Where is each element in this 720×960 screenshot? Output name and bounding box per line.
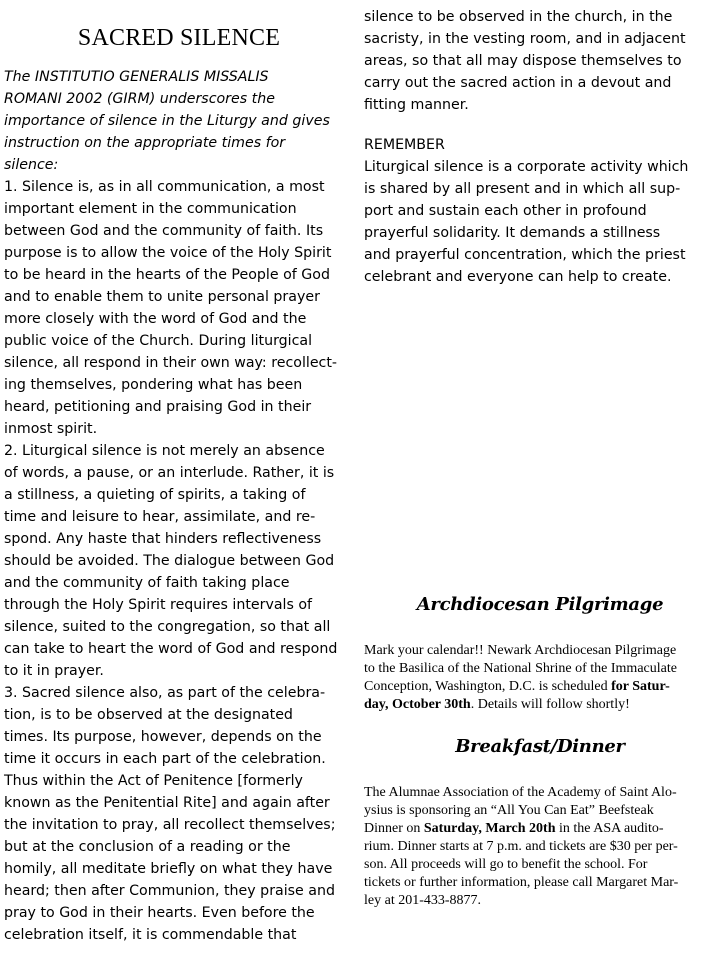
breakfast-line xyxy=(364,820,678,838)
remember-line: is shared by all present and in which all sup- xyxy=(364,181,681,197)
continuation-line: areas, so that all may dispose themselves to xyxy=(364,53,682,69)
right-column xyxy=(364,0,716,960)
pilgrimage-line xyxy=(364,678,677,696)
body-line: the invitation to pray, all recollect themselves; xyxy=(4,817,336,833)
body-line: should be avoided. The dialogue between God xyxy=(4,553,335,569)
body-line: inmost spirit. xyxy=(4,421,98,437)
pilgrimage-text-plain: Conception, Washington, D.C. is scheduled xyxy=(364,679,612,694)
remember-line: Liturgical silence is a corporate activity which xyxy=(364,159,689,175)
intro-line: ROMANI 2002 (GIRM) underscores the xyxy=(4,91,275,107)
intro-paragraph xyxy=(4,66,330,176)
body-line: more closely with the word of God and the xyxy=(4,311,307,327)
intro-line: instruction on the appropriate times for xyxy=(4,135,286,151)
left-column xyxy=(4,0,354,960)
continuation-line: carry out the sacred action in a devout and xyxy=(364,75,672,91)
intro-line: importance of silence in the Liturgy and gives xyxy=(4,113,330,129)
body-line: 2. Liturgical silence is not merely an absence xyxy=(4,443,325,459)
body-line: times. Its purpose, however, depends on the xyxy=(4,729,322,745)
body-line: heard; then after Communion, they praise and xyxy=(4,883,335,899)
body-line: a stillness, a quieting of spirits, a taking of xyxy=(4,487,306,503)
body-line: to it in prayer. xyxy=(4,663,104,679)
body-line: important element in the communication xyxy=(4,201,297,217)
pilgrimage-text xyxy=(364,642,677,714)
silence-continuation xyxy=(364,6,686,116)
body-line: homily, all meditate briefly on what they have xyxy=(4,861,333,877)
breakfast-heading: Breakfast/Dinner xyxy=(455,736,625,757)
body-line: ing themselves, pondering what has been xyxy=(4,377,303,393)
silence-body-text xyxy=(4,176,337,946)
continuation-line: silence to be observed in the church, in the xyxy=(364,9,673,25)
pilgrimage-line: to the Basilica of the National Shrine of the Immaculate xyxy=(364,661,677,676)
remember-line: and prayerful concentration, which the priest xyxy=(364,247,686,263)
breakfast-text-plain: Dinner on xyxy=(364,821,424,836)
breakfast-text xyxy=(364,784,678,910)
body-line: pray to God in their hearts. Even before the xyxy=(4,905,315,921)
intro-line: The INSTITUTIO GENERALIS MISSALIS xyxy=(4,69,269,85)
body-line: but at the conclusion of a reading or the xyxy=(4,839,291,855)
body-line: can take to heart the word of God and respond xyxy=(4,641,338,657)
continuation-line: sacristy, in the vesting room, and in adjacent xyxy=(364,31,686,47)
pilgrimage-text-plain: . Details will follow shortly! xyxy=(470,697,630,712)
body-line: spond. Any haste that hinders reflectiveness xyxy=(4,531,322,547)
body-line: through the Holy Spirit requires intervals of xyxy=(4,597,313,613)
page-title: SACRED SILENCE xyxy=(77,25,281,51)
body-line: and the community of faith taking place xyxy=(4,575,290,591)
pilgrimage-line: Mark your calendar!! Newark Archdiocesan Pilgrimage xyxy=(364,643,677,658)
breakfast-line: tickets or further information, please call Margaret Mar- xyxy=(364,875,679,890)
pilgrimage-date-bold: day, October 30th xyxy=(364,697,471,712)
remember-heading: REMEMBER xyxy=(364,137,445,153)
pilgrimage-heading: Archdiocesan Pilgrimage xyxy=(416,594,664,615)
breakfast-line: ysius is sponsoring an “All You Can Eat” Beefsteak xyxy=(364,803,654,818)
body-line: silence, suited to the congregation, so that all xyxy=(4,619,331,635)
breakfast-line: rium. Dinner starts at 7 p.m. and tickets are $30 per per- xyxy=(364,839,678,854)
continuation-line: fitting manner. xyxy=(364,97,469,113)
body-line: and to enable them to unite personal prayer xyxy=(4,289,320,305)
body-line: silence, all respond in their own way: recollect- xyxy=(4,355,338,371)
body-line: time and leisure to hear, assimilate, and re- xyxy=(4,509,316,525)
remember-line: celebrant and everyone can help to create. xyxy=(364,269,672,285)
body-line: Thus within the Act of Penitence [formerly xyxy=(4,773,303,789)
body-line: to be heard in the hearts of the People of God xyxy=(4,267,330,283)
body-line: 3. Sacred silence also, as part of the celebra- xyxy=(4,685,326,701)
body-line: between God and the community of faith. Its xyxy=(4,223,324,239)
body-line: purpose is to allow the voice of the Holy Spirit xyxy=(4,245,332,261)
pilgrimage-date-bold: for Satur- xyxy=(611,679,670,694)
breakfast-date-bold: Saturday, March 20th xyxy=(423,821,556,836)
remember-line: prayerful solidarity. It demands a stillness xyxy=(364,225,661,241)
breakfast-line: The Alumnae Association of the Academy of Saint Alo- xyxy=(364,785,677,800)
body-line: of words, a pause, or an interlude. Rather, it is xyxy=(4,465,335,481)
body-line: heard, petitioning and praising God in their xyxy=(4,399,312,415)
body-line: public voice of the Church. During liturgical xyxy=(4,333,313,349)
body-line: known as the Penitential Rite] and again after xyxy=(4,795,330,811)
body-line: 1. Silence is, as in all communication, a most xyxy=(4,179,325,195)
remember-section xyxy=(364,134,688,288)
remember-line: port and sustain each other in profound xyxy=(364,203,647,219)
breakfast-line: son. All proceeds will go to benefit the school. For xyxy=(364,857,648,872)
intro-line: silence: xyxy=(4,157,59,173)
pilgrimage-line xyxy=(364,696,677,714)
body-line: celebration itself, it is commendable that xyxy=(4,927,297,943)
breakfast-line: ley at 201-433-8877. xyxy=(364,893,482,908)
body-line: time it occurs in each part of the celebration. xyxy=(4,751,326,767)
breakfast-text-plain: in the ASA audito- xyxy=(555,821,664,836)
body-line: tion, is to be observed at the designated xyxy=(4,707,293,723)
